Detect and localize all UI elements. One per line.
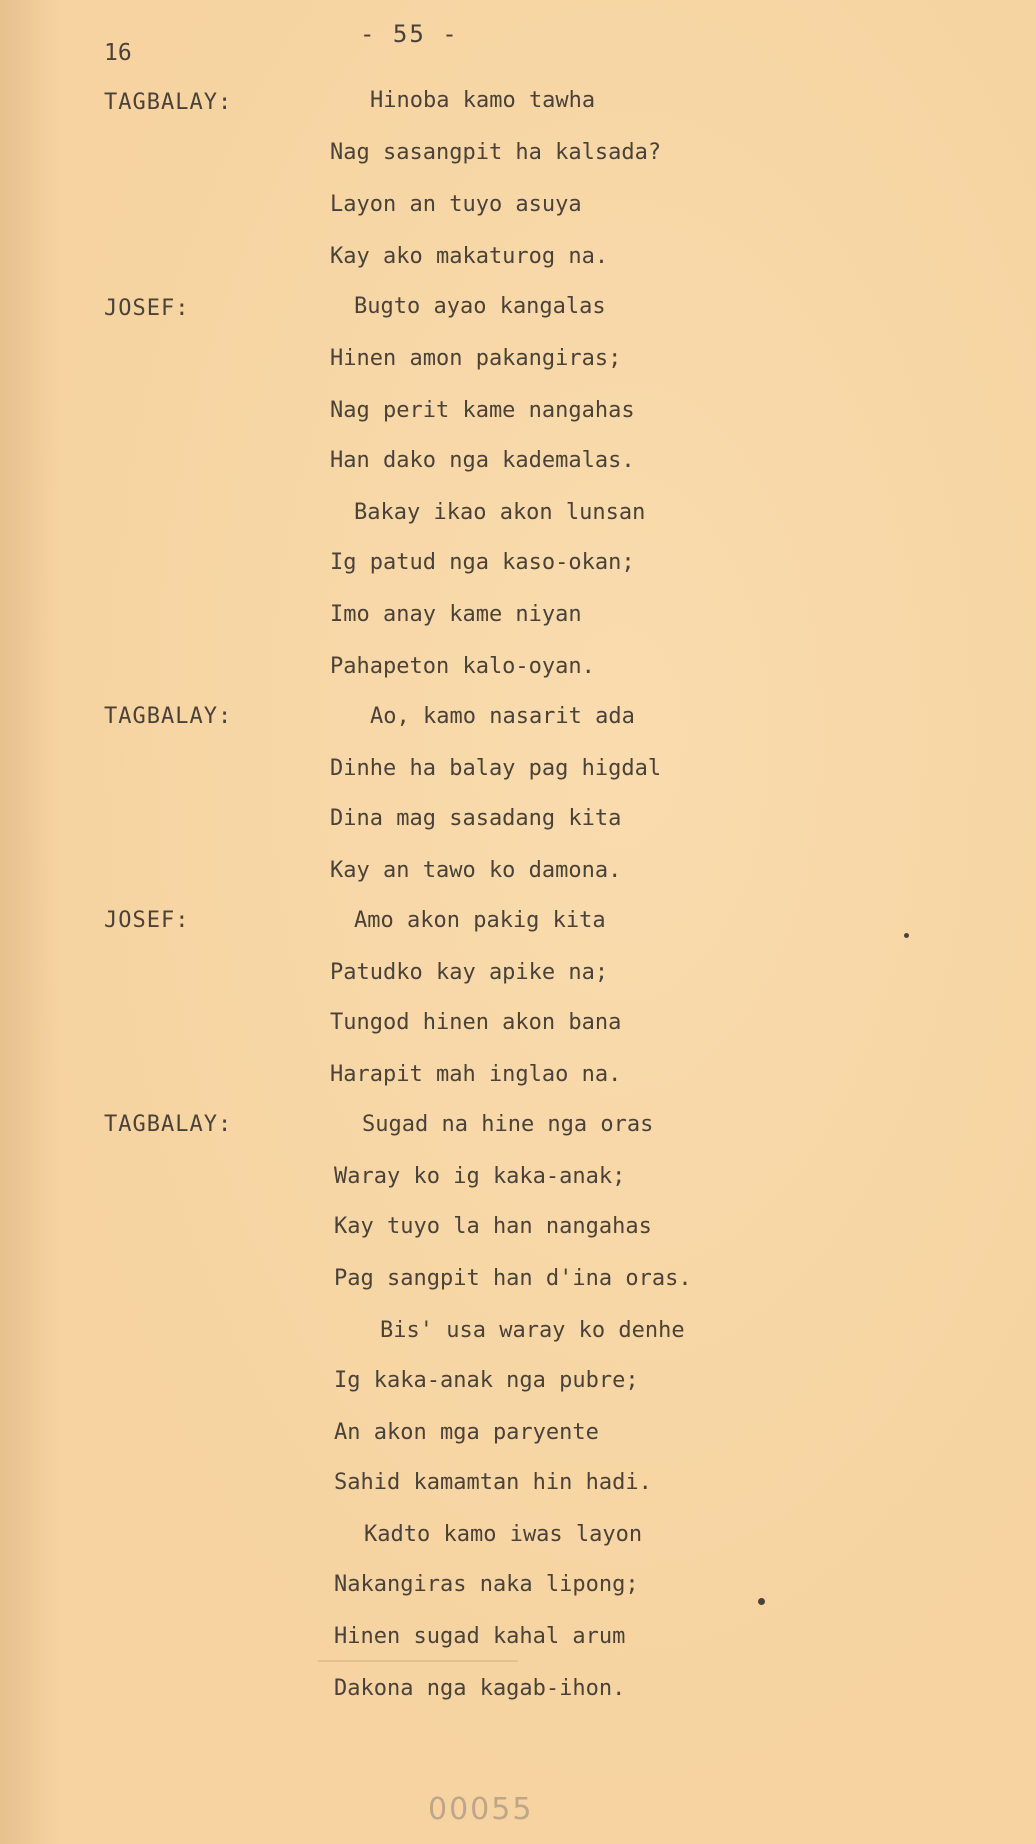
verse-line: Nag sasangpit ha kalsada? bbox=[330, 140, 662, 165]
verse-line: An akon mga paryente bbox=[334, 1420, 599, 1445]
verse-line: Waray ko ig kaka-anak; bbox=[334, 1164, 626, 1189]
speaker-label: TAGBALAY: bbox=[104, 1112, 233, 1137]
verse-line: Nakangiras naka lipong; bbox=[334, 1572, 639, 1597]
verse-line: Hinen amon pakangiras; bbox=[330, 346, 622, 371]
verse-line: Dina mag sasadang kita bbox=[330, 806, 622, 831]
verse-line: Bugto ayao kangalas bbox=[354, 294, 606, 319]
speaker-label: TAGBALAY: bbox=[104, 704, 233, 729]
verse-line: Hinoba kamo tawha bbox=[370, 88, 596, 113]
ink-speck bbox=[758, 1598, 765, 1605]
verse-line: Kadto kamo iwas layon bbox=[364, 1522, 643, 1547]
verse-line: Bakay ikao akon lunsan bbox=[354, 500, 646, 525]
sheet-number: 16 bbox=[104, 40, 132, 66]
speaker-label: TAGBALAY: bbox=[104, 90, 233, 115]
speaker-label: JOSEF: bbox=[104, 296, 190, 321]
verse-line: Bis' usa waray ko denhe bbox=[380, 1318, 685, 1343]
verse-line: Ig patud nga kaso-okan; bbox=[330, 550, 635, 575]
verse-line: Dinhe ha balay pag higdal bbox=[330, 756, 662, 781]
verse-line: Hinen sugad kahal arum bbox=[334, 1624, 626, 1649]
verse-line: Ig kaka-anak nga pubre; bbox=[334, 1368, 639, 1393]
verse-line: Han dako nga kademalas. bbox=[330, 448, 635, 473]
verse-line: Pahapeton kalo-oyan. bbox=[330, 654, 595, 679]
speaker-label: JOSEF: bbox=[104, 908, 190, 933]
verse-line: Harapit mah inglao na. bbox=[330, 1062, 622, 1087]
verse-line: Sugad na hine nga oras bbox=[362, 1112, 654, 1137]
verse-line: Tungod hinen akon bana bbox=[330, 1010, 622, 1035]
verse-line: Amo akon pakig kita bbox=[354, 908, 606, 933]
archive-stamp: 00055 bbox=[428, 1792, 534, 1827]
verse-line: Pag sangpit han d'ina oras. bbox=[334, 1266, 692, 1291]
page-number: - 55 - bbox=[360, 20, 459, 48]
verse-line: Dakona nga kagab-ihon. bbox=[334, 1676, 626, 1701]
verse-line: Kay an tawo ko damona. bbox=[330, 858, 622, 883]
verse-line: Sahid kamamtan hin hadi. bbox=[334, 1470, 652, 1495]
verse-line: Layon an tuyo asuya bbox=[330, 192, 582, 217]
verse-line: Ao, kamo nasarit ada bbox=[370, 704, 635, 729]
verse-line: Kay ako makaturog na. bbox=[330, 244, 609, 269]
verse-line: Kay tuyo la han nangahas bbox=[334, 1214, 652, 1239]
verse-line: Nag perit kame nangahas bbox=[330, 398, 635, 423]
ink-speck bbox=[904, 933, 909, 938]
verse-line: Patudko kay apike na; bbox=[330, 960, 609, 985]
paper-crease bbox=[318, 1660, 518, 1662]
verse-line: Imo anay kame niyan bbox=[330, 602, 582, 627]
